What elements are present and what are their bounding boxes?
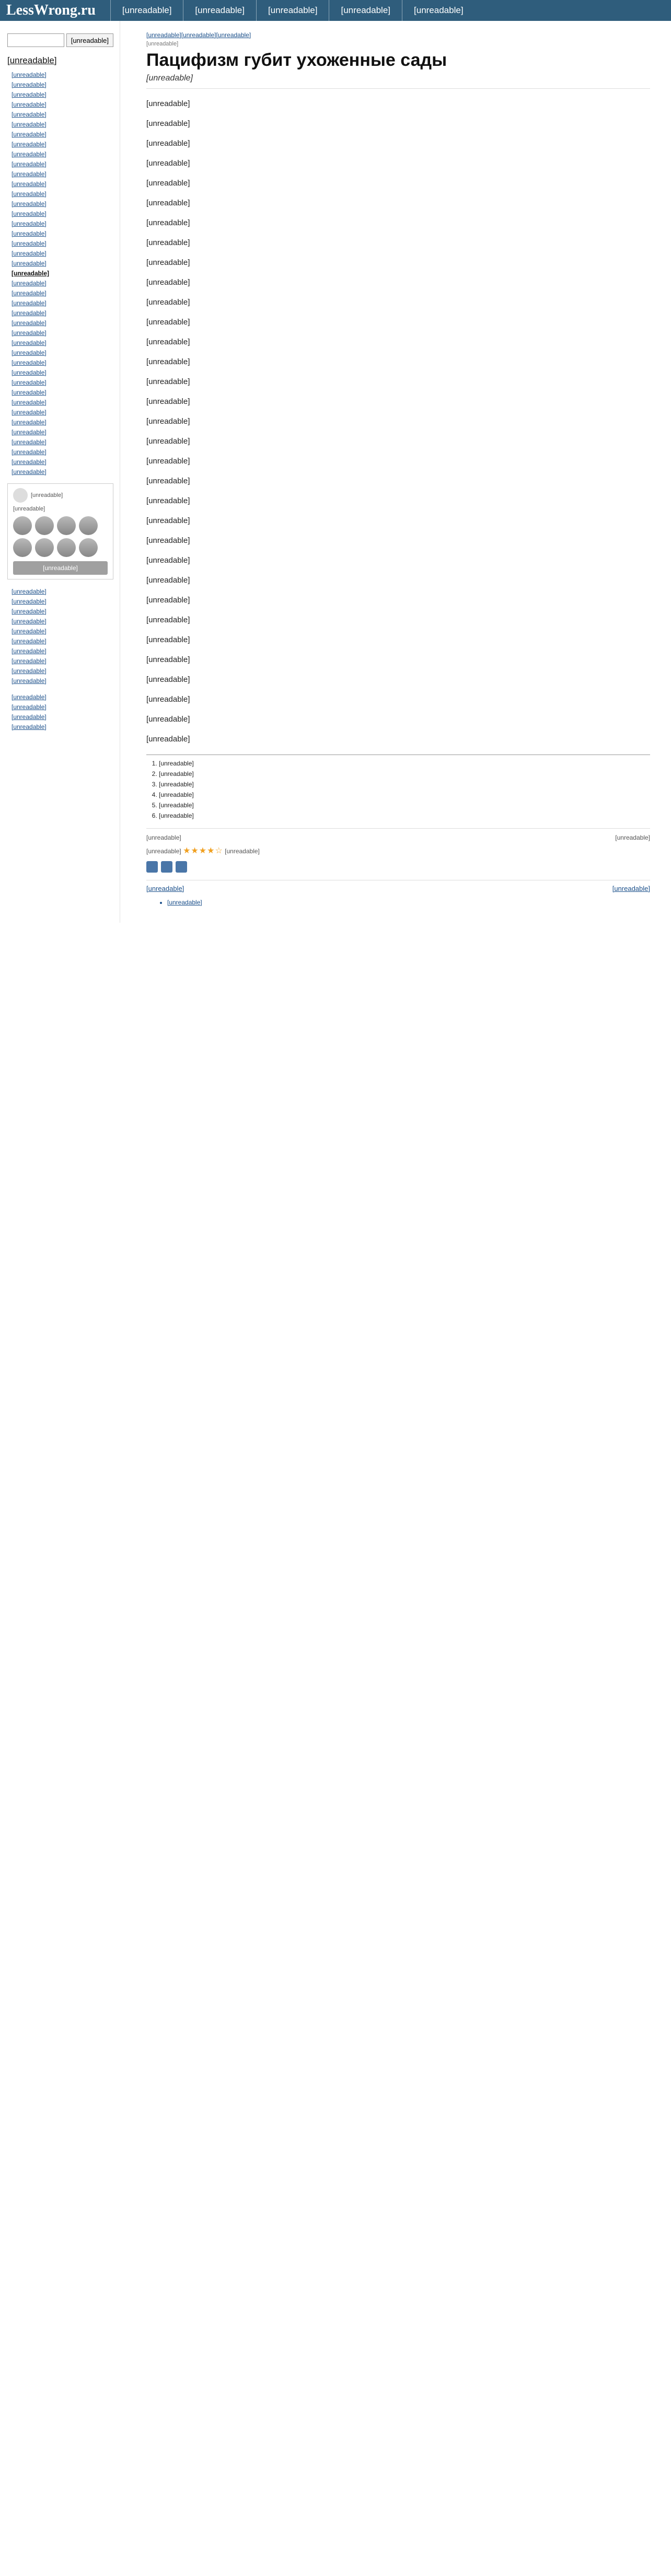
sidebar-item[interactable]: [unreadable] (11, 150, 47, 158)
search-input[interactable] (7, 33, 64, 47)
rating-value: [unreadable] (225, 848, 260, 855)
avatar[interactable] (13, 516, 32, 535)
pager (146, 880, 650, 892)
sidebar (0, 21, 120, 923)
sidebar-item[interactable]: [unreadable] (11, 200, 47, 207)
article-paragraph: [unreadable] (146, 318, 190, 327)
star-icon[interactable]: ★ (199, 846, 207, 855)
sidebar-link[interactable]: [unreadable] (11, 598, 47, 605)
nav-link[interactable]: [unreadable] (183, 0, 256, 21)
join-community-button[interactable]: [unreadable] (13, 561, 108, 575)
article-paragraph: [unreadable] (146, 496, 190, 505)
sidebar-link[interactable]: [unreadable] (11, 618, 47, 625)
article-paragraph: [unreadable] (146, 278, 190, 287)
article-paragraph: [unreadable] (146, 695, 190, 704)
sidebar-item[interactable]: [unreadable] (11, 379, 47, 386)
translator-credit: [unreadable] (615, 834, 650, 841)
avatar[interactable] (79, 538, 98, 557)
sidebar-link[interactable]: [unreadable] (11, 647, 47, 655)
article-paragraph: [unreadable] (146, 298, 190, 307)
article-paragraph: [unreadable] (146, 397, 190, 406)
article-paragraph: [unreadable] (146, 99, 190, 108)
article-body (146, 98, 650, 745)
sidebar-community-links (7, 692, 113, 732)
community-widget (7, 483, 113, 579)
sidebar-item[interactable]: [unreadable] (11, 190, 47, 198)
breadcrumb-item[interactable]: [unreadable] (146, 31, 181, 39)
page-body (0, 21, 671, 923)
avatar[interactable] (35, 516, 54, 535)
article-paragraph: [unreadable] (146, 437, 190, 446)
sidebar-item[interactable]: [unreadable] (11, 230, 47, 237)
sidebar-item[interactable]: [unreadable] (11, 240, 47, 247)
sidebar-link[interactable]: [unreadable] (11, 703, 47, 711)
sidebar-item[interactable]: [unreadable] (11, 428, 47, 436)
sidebar-links (7, 587, 113, 686)
sidebar-item[interactable]: [unreadable] (11, 339, 47, 346)
avatar[interactable] (79, 516, 98, 535)
sidebar-item[interactable]: [unreadable] (11, 71, 47, 78)
sidebar-item[interactable]: [unreadable] (11, 448, 47, 456)
article-paragraph: [unreadable] (146, 417, 190, 426)
sidebar-item[interactable]: [unreadable] (11, 359, 47, 366)
article-paragraph: [unreadable] (146, 516, 190, 525)
star-icon[interactable]: ★ (191, 846, 199, 855)
sidebar-item[interactable]: [unreadable] (11, 270, 50, 277)
article-paragraph: [unreadable] (146, 556, 190, 565)
sidebar-item[interactable]: [unreadable] (11, 349, 47, 356)
rating-label: [unreadable] (146, 848, 181, 855)
top-nav (110, 0, 475, 21)
sidebar-item[interactable]: [unreadable] (11, 309, 47, 317)
site-logo[interactable]: LessWrong.ru (6, 2, 96, 18)
footnote: 1. [unreadable] (159, 759, 650, 768)
sidebar-item[interactable]: [unreadable] (11, 458, 47, 466)
sidebar-link[interactable]: [unreadable] (11, 637, 47, 645)
sidebar-item[interactable]: [unreadable] (11, 389, 47, 396)
article-paragraph: [unreadable] (146, 199, 190, 207)
article-paragraph: [unreadable] (146, 576, 190, 585)
page-title: Пацифизм губит ухоженные сады (146, 50, 447, 70)
footnote: 2. [unreadable] (159, 770, 650, 778)
sidebar-item[interactable]: [unreadable] (11, 319, 47, 327)
article-paragraph: [unreadable] (146, 616, 190, 624)
sidebar-link[interactable]: [unreadable] (11, 657, 47, 665)
star-icon[interactable]: ★ (207, 846, 215, 855)
article-paragraph: [unreadable] (146, 715, 190, 724)
sidebar-item[interactable]: [unreadable] (11, 399, 47, 406)
article-paragraph: [unreadable] (146, 258, 190, 267)
sidebar-link[interactable]: [unreadable] (11, 693, 47, 701)
sidebar-item[interactable]: [unreadable] (11, 111, 47, 118)
sidebar-item[interactable]: [unreadable] (11, 131, 47, 138)
article-paragraph: [unreadable] (146, 536, 190, 545)
search-button[interactable]: [unreadable] (66, 33, 113, 47)
sidebar-item[interactable]: [unreadable] (11, 468, 47, 475)
article-paragraph: [unreadable] (146, 159, 190, 168)
nav-link[interactable]: [unreadable] (110, 0, 183, 21)
sidebar-item[interactable]: [unreadable] (11, 250, 47, 257)
footnote: 5. [unreadable] (159, 801, 650, 809)
avatar[interactable] (35, 538, 54, 557)
site-header (0, 0, 671, 21)
article-paragraph: [unreadable] (146, 357, 190, 366)
sidebar-link[interactable]: [unreadable] (11, 628, 47, 635)
article-paragraph: [unreadable] (146, 477, 190, 485)
footnote: 4. [unreadable] (159, 791, 650, 799)
footnote: 3. [unreadable] (159, 780, 650, 788)
tag-list[interactable]: [unreadable] (146, 41, 179, 47)
share-vk-icon[interactable] (146, 861, 158, 873)
avatar[interactable] (57, 516, 76, 535)
sidebar-item[interactable]: [unreadable] (11, 369, 47, 376)
prev-article-link[interactable]: [unreadable] (146, 885, 184, 892)
sidebar-item[interactable]: [unreadable] (11, 141, 47, 148)
search-bar (7, 33, 113, 47)
sidebar-item[interactable]: [unreadable] (11, 260, 47, 267)
article-paragraph: [unreadable] (146, 675, 190, 684)
sidebar-item[interactable]: [unreadable] (11, 101, 47, 108)
rating-block (146, 845, 650, 856)
sidebar-link[interactable]: [unreadable] (11, 608, 47, 615)
article-paragraph: [unreadable] (146, 238, 190, 247)
article-paragraph: [unreadable] (146, 735, 190, 744)
star-icon[interactable]: ☆ (215, 846, 223, 855)
sidebar-item[interactable]: [unreadable] (11, 91, 47, 98)
member-avatars (13, 516, 108, 557)
community-logo-icon (13, 488, 28, 503)
article-author: [unreadable] (146, 74, 650, 89)
main-content (120, 21, 671, 923)
sidebar-item[interactable]: [unreadable] (11, 81, 47, 88)
article-paragraph: [unreadable] (146, 457, 190, 466)
star-icon[interactable]: ★ (183, 846, 191, 855)
sidebar-link[interactable]: [unreadable] (11, 713, 47, 721)
sidebar-item[interactable]: [unreadable] (11, 160, 47, 168)
article-meta (146, 828, 650, 841)
sidebar-item[interactable]: [unreadable] (11, 419, 47, 426)
sidebar-item[interactable]: [unreadable] (11, 280, 47, 287)
share-buttons (146, 861, 650, 873)
sidebar-item[interactable]: [unreadable] (11, 409, 47, 416)
sidebar-heading[interactable]: [unreadable] (7, 55, 57, 65)
breadcrumb-item[interactable]: [unreadable] (216, 31, 251, 39)
article-paragraph: [unreadable] (146, 179, 190, 188)
avatar[interactable] (57, 538, 76, 557)
community-name[interactable]: [unreadable] (31, 492, 63, 498)
sidebar-link[interactable]: [unreadable] (11, 677, 47, 684)
sidebar-item[interactable]: [unreadable] (11, 180, 47, 188)
sidebar-link[interactable]: [unreadable] (11, 667, 47, 675)
sidebar-item[interactable]: [unreadable] (11, 289, 47, 297)
nav-link[interactable]: [unreadable] (256, 0, 329, 21)
avatar[interactable] (13, 538, 32, 557)
sidebar-item[interactable]: [unreadable] (11, 220, 47, 227)
article-paragraph: [unreadable] (146, 596, 190, 605)
sidebar-item[interactable]: [unreadable] (11, 170, 47, 178)
breadcrumb-item[interactable]: [unreadable] (181, 31, 216, 39)
source-link[interactable]: [unreadable] (146, 834, 181, 841)
sidebar-link[interactable]: [unreadable] (11, 723, 47, 730)
sidebar-item[interactable]: [unreadable] (11, 121, 47, 128)
article-paragraph: [unreadable] (146, 635, 190, 644)
footnote: 6. [unreadable] (159, 811, 650, 820)
breadcrumb (146, 31, 650, 39)
footer-link[interactable]: • [unreadable] (167, 899, 650, 906)
footer-links (146, 899, 650, 906)
article-paragraph: [unreadable] (146, 139, 190, 148)
footnotes (146, 755, 650, 820)
share-twitter-icon[interactable] (176, 861, 187, 873)
share-facebook-icon[interactable] (161, 861, 172, 873)
sidebar-item[interactable]: [unreadable] (11, 210, 47, 217)
sidebar-item[interactable]: [unreadable] (11, 438, 47, 446)
community-followers: [unreadable] (13, 506, 45, 512)
sidebar-article-list (7, 70, 113, 477)
nav-link[interactable]: [unreadable] (329, 0, 402, 21)
next-article-link[interactable]: [unreadable] (612, 885, 650, 892)
sidebar-item[interactable]: [unreadable] (11, 299, 47, 307)
article-paragraph: [unreadable] (146, 119, 190, 128)
nav-link[interactable]: [unreadable] (402, 0, 475, 21)
article-paragraph: [unreadable] (146, 377, 190, 386)
sidebar-link[interactable]: [unreadable] (11, 588, 47, 595)
article-paragraph: [unreadable] (146, 655, 190, 664)
article-paragraph: [unreadable] (146, 338, 190, 346)
article-paragraph: [unreadable] (146, 218, 190, 227)
rating-stars[interactable] (183, 846, 223, 855)
sidebar-item[interactable]: [unreadable] (11, 329, 47, 336)
